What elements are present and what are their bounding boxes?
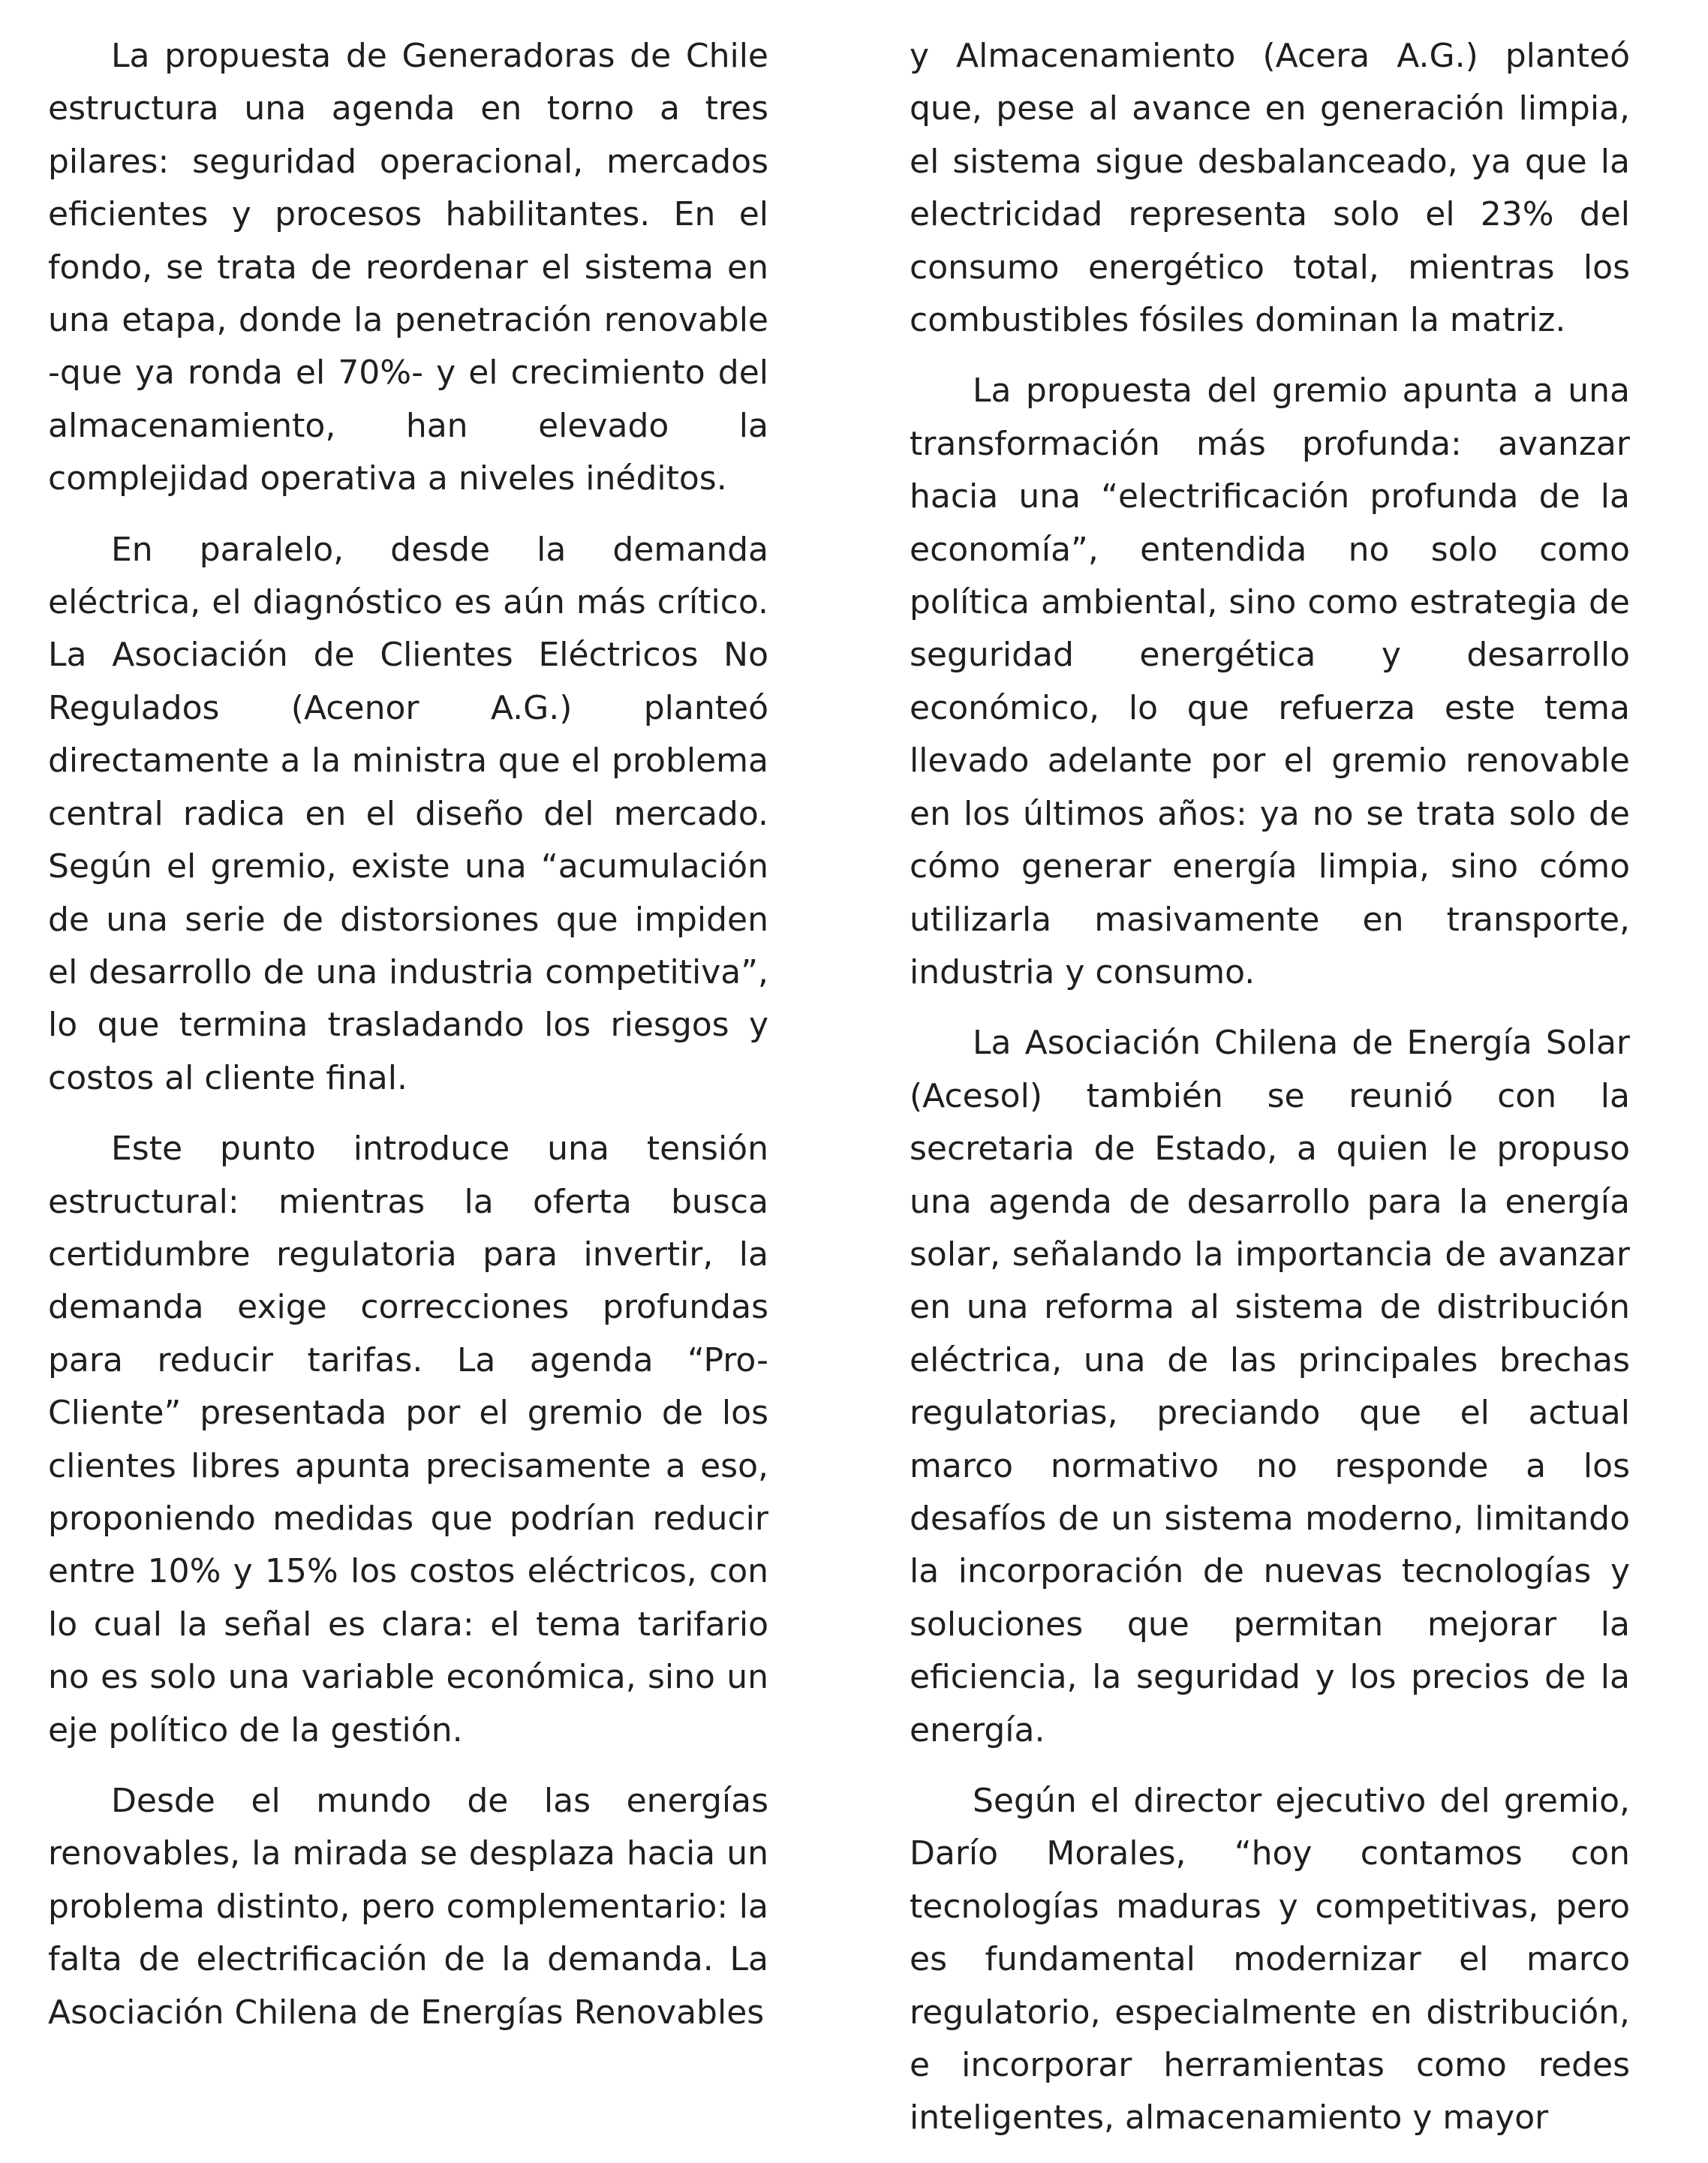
paragraph-acesol-agenda: La Asociación Chilena de Energía Solar (Acesol) también se reunió con la secretaria de Estado, a quien le propuso una agenda de desarrollo para la energía solar, señalando la importancia de avanzar en una reforma al sistema de distribución eléctrica, una de las principales brechas regulatorias, preciando que el actual marco normativo no responde a los desafíos de un sistema moderno, limitando la incorporación de nuevas tecnologías y soluciones que permitan mejorar la eficiencia, la seguridad y los precios de la energía.: [910, 1024, 1630, 1749]
paragraph-structural-tension: Este punto introduce una tensión estructural: mientras la oferta busca certidumbre regulatoria para invertir, la demanda exige correcciones profundas para reducir tarifas. La agenda “Pro-Cliente” presentada por el gremio de los clientes libres apunta precisamente a eso, proponiendo medidas que podrían reducir entre 10% y 15% los costos eléctricos, con lo cual la señal es clara: el tema tarifario no es solo una variable económica, sino un eje político de la gestión.: [48, 1130, 768, 1749]
paragraph-acenor-diagnosis: En paralelo, desde la demanda eléctrica, el diagnóstico es aún más crítico. La Asociación de Clientes Eléctricos No Regulados (Acenor A.G.) planteó directamente a la ministra que el problema central radica en el diseño del mercado. Según el gremio, existe una “acumulación de una serie de distorsiones que impiden el desarrollo de una industria competitiva”, lo que termina trasladando los riesgos y costos al cliente final.: [48, 530, 768, 1097]
left-column: [48, 30, 768, 2057]
paragraph-acera-continued: y Almacenamiento (Acera A.G.) planteó que, pese al avance en generación limpia, el sistema sigue desbalanceado, ya que la electricidad representa solo el 23% del consumo energético total, mientras los combustibles fósiles dominan la matriz.: [910, 37, 1630, 340]
paragraph-deep-electrification: La propuesta del gremio apunta a una transformación más profunda: avanzar hacia una “electrificación profunda de la economía”, entendida no solo como política ambiental, sino como estrategia de seguridad energética y desarrollo económico, lo que refuerza este tema llevado adelante por el gremio renovable en los últimos años: ya no se trata solo de cómo generar energía limpia, sino cómo utilizarla masivamente en transporte, industria y consumo.: [910, 372, 1630, 991]
right-column: [910, 30, 1630, 2163]
paragraph-generadoras-agenda: La propuesta de Generadoras de Chile estructura una agenda en torno a tres pilares: seguridad operacional, mercados eficientes y procesos habilitantes. En el fondo, se trata de reordenar el sistema en una etapa, donde la penetración renovable -que ya ronda el 70%- y el crecimiento del almacenamiento, han elevado la complejidad operativa a niveles inéditos.: [48, 37, 768, 498]
paragraph-renewables-electrification: Desde el mundo de las energías renovables, la mirada se desplaza hacia un problema distinto, pero complementario: la falta de electrificación de la demanda. La Asociación Chilena de Energías Renovables: [48, 1782, 768, 2032]
paragraph-director-quote: Según el director ejecutivo del gremio, Darío Morales, “hoy contamos con tecnologías maduras y competitivas, pero es fundamental modernizar el marco regulatorio, especialmente en distribución, e incorporar herramientas como redes inteligentes, almacenamiento y mayor: [910, 1782, 1630, 2137]
